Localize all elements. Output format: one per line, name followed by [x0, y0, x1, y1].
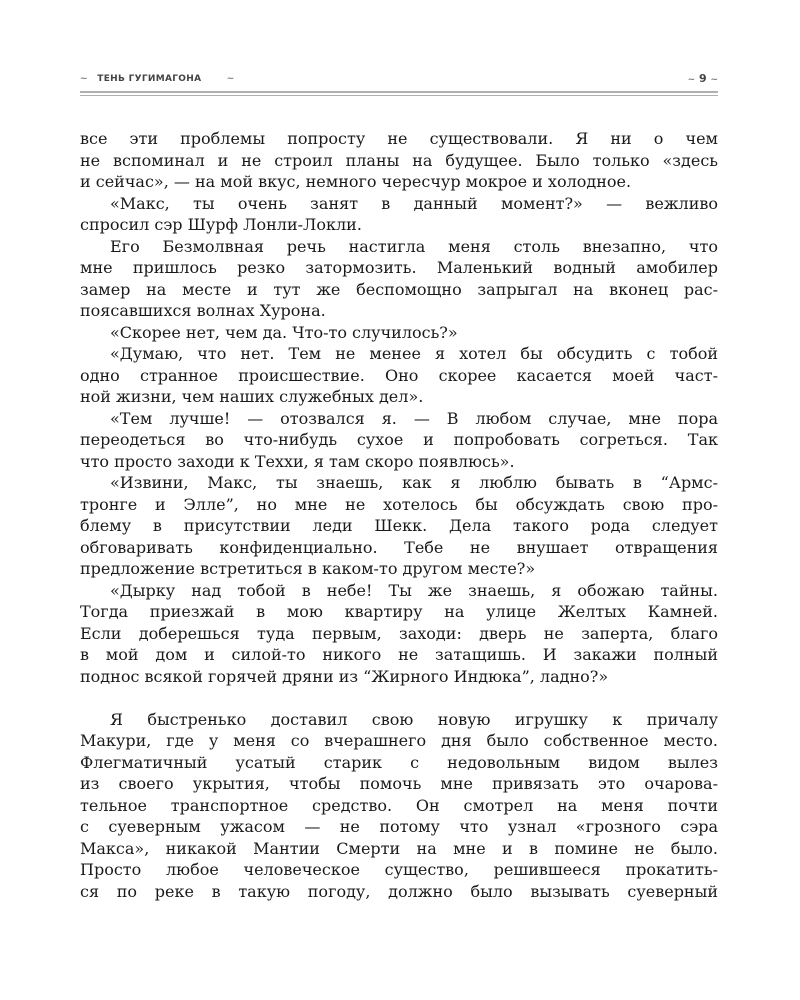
text-line: с суеверным ужасом — не потому что узнал «грозного сэра	[80, 817, 718, 836]
text-line: «Тем лучше! — отозвался я. — В любом случае, мне пора	[110, 408, 718, 428]
ornament-tilde: ~	[226, 74, 235, 84]
text-line: «Скорее нет, чем да. Что-то случилось?»	[110, 322, 458, 342]
paragraph	[80, 322, 718, 344]
text-line: Макури, где у меня со вчерашнего дня было собственное место.	[80, 731, 718, 750]
page-number: 9	[698, 72, 707, 85]
text-line: Тогда приезжай в мою квартиру на улице Желтых Камней.	[80, 602, 718, 621]
text-line: предложение встретиться в каком-то другом месте?»	[80, 559, 536, 578]
text-line: в мой дом и силой-то никого не затащишь. И закажи полный	[80, 645, 718, 664]
running-title	[80, 74, 235, 84]
header-rule-bottom	[80, 95, 718, 96]
text-line: Просто любое человеческое существо, решившееся прокатить-	[80, 860, 718, 879]
text-line: тронге и Элле”, но мне не хотелось бы обсуждать свою про-	[80, 494, 718, 514]
header-rule-top	[80, 91, 718, 93]
text-line: «Думаю, что нет. Тем не менее я хотел бы обсудить с тобой	[110, 344, 718, 363]
text-line: спросил сэр Шурф Лонли-Локли.	[80, 215, 362, 234]
paragraph	[80, 193, 718, 236]
text-line: блему в присутствии леди Шекк. Дела такого рода следует	[80, 516, 718, 535]
page-number-block	[688, 72, 718, 85]
text-line: мне пришлось резко затормозить. Маленький водный амобилер	[80, 258, 718, 277]
text-line: обговаривать конфиденциально. Тебе не внушает отвращения	[80, 537, 718, 557]
body-text	[80, 128, 718, 902]
paragraph	[80, 472, 718, 580]
paragraph	[80, 709, 718, 903]
text-line: Я быстренько доставил свою новую игрушку к причалу	[110, 709, 718, 729]
text-line: Если доберешься туда первым, заходи: дверь не заперта, благо	[80, 623, 718, 643]
text-line: ся по реке в такую погоду, должно было вызывать суеверный	[80, 881, 718, 901]
text-line: переодеться во что-нибудь сухое и попробовать согреться. Так	[80, 430, 718, 449]
text-line: из своего укрытия, чтобы помочь мне привязать это очарова-	[80, 774, 718, 793]
text-line: поясавшихся волнах Хурона.	[80, 301, 326, 320]
running-header	[80, 72, 718, 88]
text-line: одно странное происшествие. Оно скорее касается моей част-	[80, 365, 718, 385]
paragraph	[80, 236, 718, 322]
paragraph	[80, 408, 718, 473]
book-title: ТЕНЬ ГУГИМАГОНА	[97, 74, 202, 84]
text-line: Флегматичный усатый старик с недовольным видом вылез	[80, 752, 718, 772]
text-line: «Макс, ты очень занят в данный момент?» — вежливо	[110, 193, 718, 213]
ornament-tilde: ~	[80, 74, 88, 84]
text-line: что просто заходи к Теххи, я там скоро появлюсь».	[80, 451, 515, 471]
text-line: поднос всякой горячей дряни из “Жирного Индюка”, ладно?»	[80, 666, 609, 686]
text-line: тельное транспортное средство. Он смотрел на меня почти	[80, 795, 718, 815]
text-line: все эти проблемы попросту не существовали. Я ни о чем	[80, 129, 718, 148]
paragraph	[80, 343, 718, 408]
text-line: «Извини, Макс, ты знаешь, как я люблю бывать в “Армс-	[110, 473, 718, 492]
text-line: не вспоминал и не строил планы на будущее. Было только «здесь	[80, 150, 718, 170]
paragraph	[80, 128, 718, 193]
text-line: Макса», никакой Мантии Смерти на мне и в помине не было.	[80, 838, 718, 858]
text-line: «Дырку над тобой в небе! Ты же знаешь, я обожаю тайны.	[110, 580, 718, 600]
text-line: Его Безмолвная речь настигла меня столь внезапно, что	[110, 236, 718, 256]
section-break	[80, 687, 718, 709]
paragraph	[80, 580, 718, 688]
text-line: и сейчас», — на мой вкус, немного чересчур мокрое и холодное.	[80, 172, 632, 191]
text-line: замер на месте и тут же беспомощно запрыгал на вконец рас-	[80, 279, 718, 299]
ornament-tilde: ~	[687, 75, 696, 85]
ornament-tilde: ~	[710, 75, 718, 85]
text-line: ной жизни, чем наших служебных дел».	[80, 387, 424, 406]
